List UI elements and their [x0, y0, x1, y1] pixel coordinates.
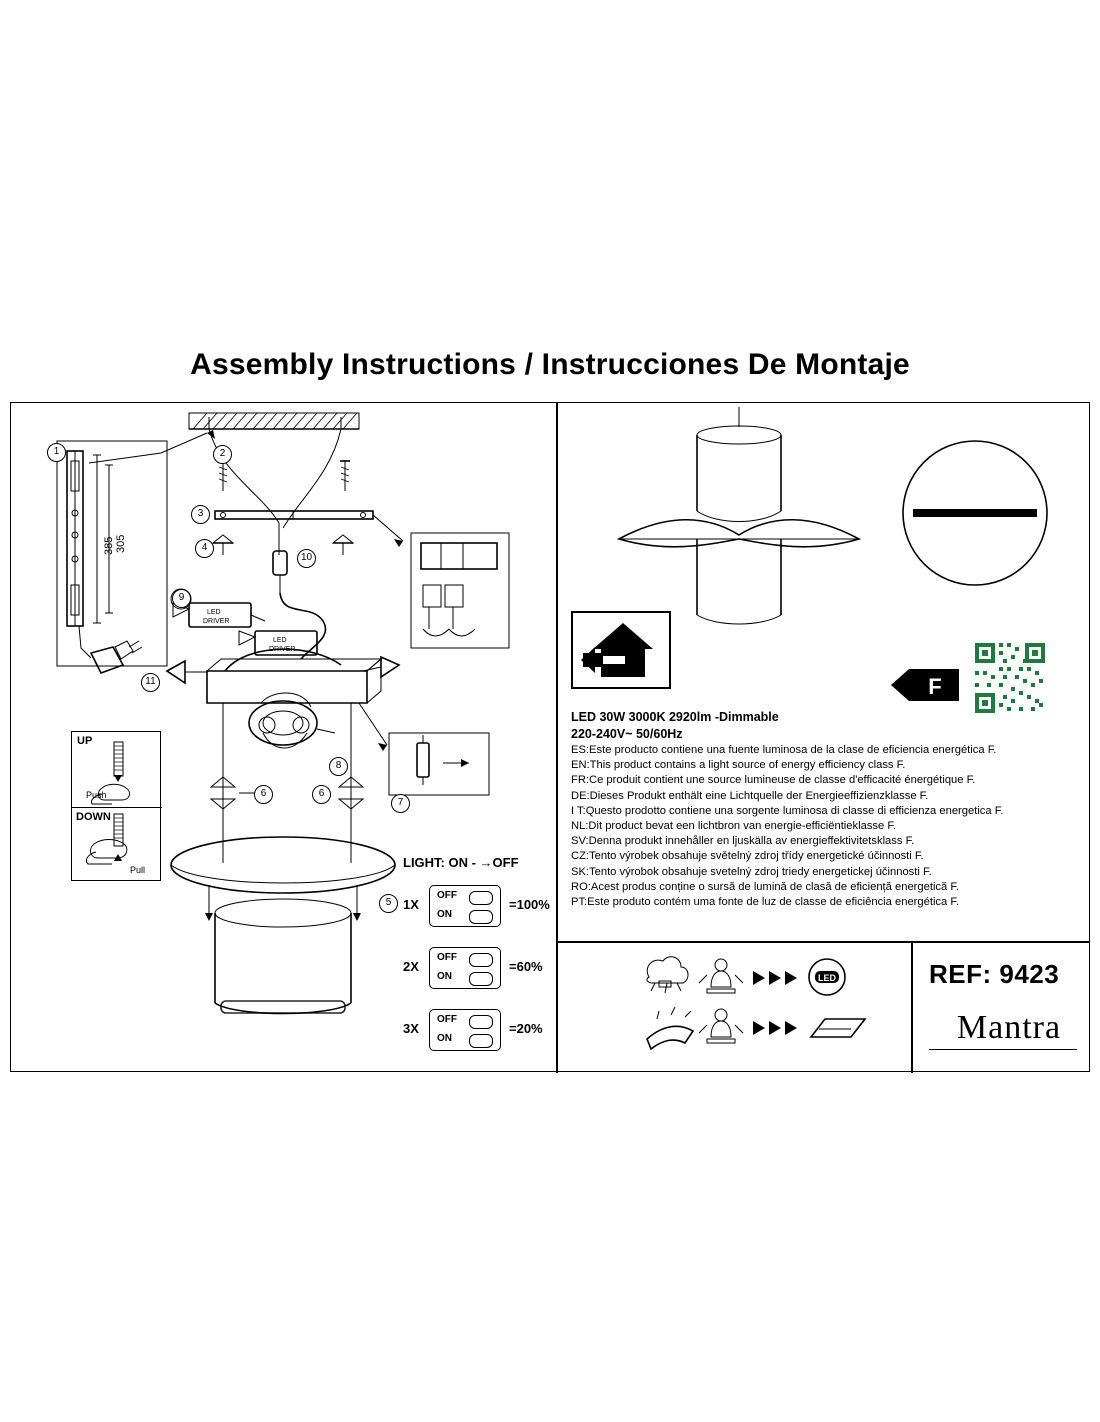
energy-class-letter: F	[928, 674, 942, 699]
lang-line-cz: CZ:Tento výrobek obsahuje světelný zdroj třídy energetické účinnosti F.	[571, 850, 924, 863]
switch-graphic-3x[interactable]	[429, 1009, 501, 1051]
lang-line-fr: FR:Ce produit contient une source lumineuse de classe d'efficacité énergétique F.	[571, 774, 976, 787]
lang-line-it: I T:Questo prodotto contiene una sorgente luminosa di classe di efficienza energetica F.	[571, 804, 1004, 817]
up-down-hand-illustration	[72, 732, 162, 882]
energy-class-arrow	[891, 667, 961, 703]
spec-line-2: 220-240V~ 50/60Hz	[571, 727, 683, 741]
qr-code	[973, 641, 1047, 715]
callout-10: 10	[297, 549, 316, 568]
svg-text:DRIVER: DRIVER	[269, 646, 296, 653]
disposal-icon-strip	[637, 953, 907, 1065]
brand-name: Mantra	[956, 1009, 1062, 1046]
switch-count-2x: 2X	[403, 959, 419, 974]
switch-graphic-2x[interactable]	[429, 947, 501, 989]
lang-line-pt: PT:Este produto contém uma fonte de luz de classe de eficiência energética F.	[571, 896, 960, 909]
brand-logo	[929, 1009, 1089, 1050]
lang-line-es: ES:Este producto contiene una fuente luminosa de la clase de eficiencia energética F.	[571, 744, 997, 756]
down-label: DOWN	[76, 811, 111, 823]
up-label: UP	[77, 735, 93, 747]
switch-knob-on-1x	[469, 910, 493, 924]
specification-block	[571, 709, 1089, 910]
switch-graphic-1x[interactable]	[429, 885, 501, 927]
switch-knob-off-3x	[469, 1015, 493, 1029]
lang-line-nl: NL:Dit product bevat een lichtbron van energie-efficiëntieklasse F.	[571, 820, 897, 833]
svg-text:LED: LED	[273, 637, 287, 644]
svg-text:DRIVER: DRIVER	[203, 618, 230, 625]
callout-9: 9	[172, 589, 191, 608]
switch-off-label-3x: OFF	[437, 1014, 457, 1025]
switch-knob-on-2x	[469, 972, 493, 986]
svg-text:LED: LED	[207, 609, 221, 616]
switch-row-2x	[403, 947, 553, 991]
left-panel	[11, 403, 556, 1073]
reference-brand-block	[557, 941, 1090, 1073]
callout-7: 7	[391, 794, 410, 813]
switch-knob-on-3x	[469, 1034, 493, 1048]
lang-line-sk: SK:Tento výrobok obsahuje svetelný zdroj triedy energetickej účinnosti F.	[571, 865, 932, 878]
dimension-385: 385	[103, 536, 115, 555]
pull-label: Pull	[130, 865, 146, 875]
switch-knob-off-1x	[469, 891, 493, 905]
lang-line-en: EN:This product contains a light source of energy efficiency class F.	[571, 759, 906, 772]
callout-8: 8	[329, 757, 348, 776]
callout-3: 3	[191, 505, 210, 524]
ref-divider-horizontal	[557, 941, 1090, 943]
switch-off-label-2x: OFF	[437, 952, 457, 963]
energy-label-icon-box	[571, 611, 671, 689]
instruction-sheet	[10, 402, 1090, 1072]
switch-off-label-1x: OFF	[437, 890, 457, 901]
callout-4: 4	[195, 539, 214, 558]
led-icon-label: LED	[818, 973, 836, 983]
lang-line-ro: RO:Acest produs conține o sursă de lumină de clasă de eficiență energetică F.	[571, 880, 960, 893]
switch-count-1x: 1X	[403, 897, 419, 912]
dimension-305: 305	[115, 534, 127, 553]
lang-line-de: DE:Dieses Produkt enthält eine Lichtquelle der Energieeffizienzklasse F.	[571, 789, 929, 802]
switch-on-label-2x: ON	[437, 971, 452, 982]
spec-line-1: LED 30W 3000K 2920lm -Dimmable	[571, 710, 779, 724]
switch-percent-3x: =20%	[509, 1021, 543, 1036]
switch-knob-off-2x	[469, 953, 493, 967]
house-arrow-icon	[573, 613, 669, 687]
switch-on-label-3x: ON	[437, 1033, 452, 1044]
reference-number: REF: 9423	[929, 959, 1060, 989]
switch-count-3x: 3X	[403, 1021, 419, 1036]
switch-on-label-1x: ON	[437, 909, 452, 920]
callout-2: 2	[213, 445, 232, 464]
light-title: LIGHT: ON - →OFF	[403, 855, 519, 870]
callout-6b: 6	[312, 785, 331, 804]
switch-row-3x	[403, 1009, 553, 1053]
page-title: Assembly Instructions / Instrucciones De Montaje	[190, 348, 910, 381]
switch-percent-1x: =100%	[509, 897, 550, 912]
ref-divider-vertical	[911, 941, 913, 1073]
callout-5: 5	[379, 894, 398, 913]
callout-11: 11	[141, 673, 160, 692]
brand-underline	[929, 1049, 1077, 1050]
switch-percent-2x: =60%	[509, 959, 543, 974]
callout-1: 1	[47, 443, 66, 462]
callout-6: 6	[254, 785, 273, 804]
switch-row-1x	[403, 885, 553, 929]
lang-line-sv: SV:Denna produkt innehåller en ljuskälla av energieffektivitetsklass F.	[571, 835, 915, 848]
up-down-instruction-box	[71, 731, 161, 881]
push-label: Push	[86, 790, 107, 800]
